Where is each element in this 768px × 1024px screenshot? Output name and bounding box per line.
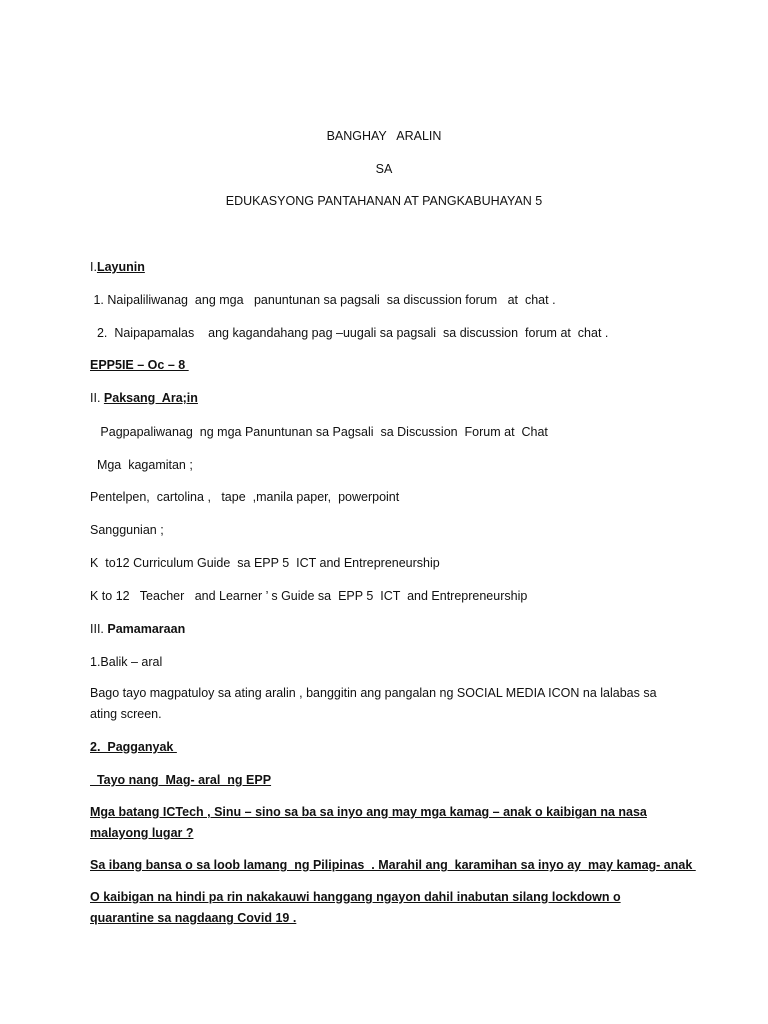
step-2-heading: 2. Pagganyak	[90, 740, 177, 754]
section-2-prefix: II.	[90, 391, 104, 405]
section-1-heading	[90, 259, 145, 275]
objective-1: 1. Naipaliliwanag ang mga panuntunan sa pagsali sa discussion forum at chat .	[90, 293, 556, 307]
motivation-line-2: Mga batang ICTech , Sinu – sino sa ba sa inyo ang may mga kamag – anak o kaibigan na nasa malayong lugar ?	[90, 805, 647, 840]
step-1-text: Bago tayo magpatuloy sa ating aralin , banggitin ang pangalan ng SOCIAL MEDIA ICON na lalabas sa ating screen.	[90, 686, 657, 721]
reference-2: K to 12 Teacher and Learner ’ s Guide sa EPP 5 ICT and Entrepreneurship	[90, 589, 528, 603]
title-line-3: EDUKASYONG PANTAHANAN AT PANGKABUHAYAN 5	[225, 194, 543, 208]
reference-1: K to12 Curriculum Guide sa EPP 5 ICT and Entrepreneurship	[90, 556, 440, 570]
section-3-title: Pamamaraan	[107, 622, 186, 636]
section-1-prefix: I.	[90, 260, 97, 274]
materials-list: Pentelpen, cartolina , tape ,manila paper, powerpoint	[90, 490, 400, 504]
lesson-topic: Pagpapaliwanag ng mga Panuntunan sa Pagsali sa Discussion Forum at Chat	[90, 425, 548, 439]
step-1-heading: 1.Balik – aral	[90, 655, 163, 669]
section-3-prefix: III.	[90, 622, 108, 636]
title-line-1: BANGHAY ARALIN	[326, 129, 442, 143]
section-2-heading	[90, 390, 198, 406]
title-line-2: SA	[375, 162, 393, 176]
competency-code: EPP5IE – Oc – 8	[90, 358, 189, 372]
motivation-line-3: Sa ibang bansa o sa loob lamang ng Pilipinas . Marahil ang karamihan sa inyo ay may kamag- anak	[90, 858, 696, 872]
references-label: Sanggunian ;	[90, 523, 164, 537]
section-3-heading	[90, 621, 185, 637]
section-1-title: Layunin	[96, 260, 145, 274]
motivation-line-1: Tayo nang Mag- aral ng EPP	[90, 773, 272, 787]
section-2-title: Paksang Ara;in	[103, 391, 198, 405]
materials-label: Mga kagamitan ;	[90, 458, 193, 472]
motivation-line-4: O kaibigan na hindi pa rin nakakauwi hanggang ngayon dahil inabutan silang lockdown o quarantine sa nagdaang Covid 19 .	[90, 890, 621, 925]
objective-2: 2. Naipapamalas ang kagandahang pag –uugali sa pagsali sa discussion forum at chat .	[90, 326, 609, 340]
